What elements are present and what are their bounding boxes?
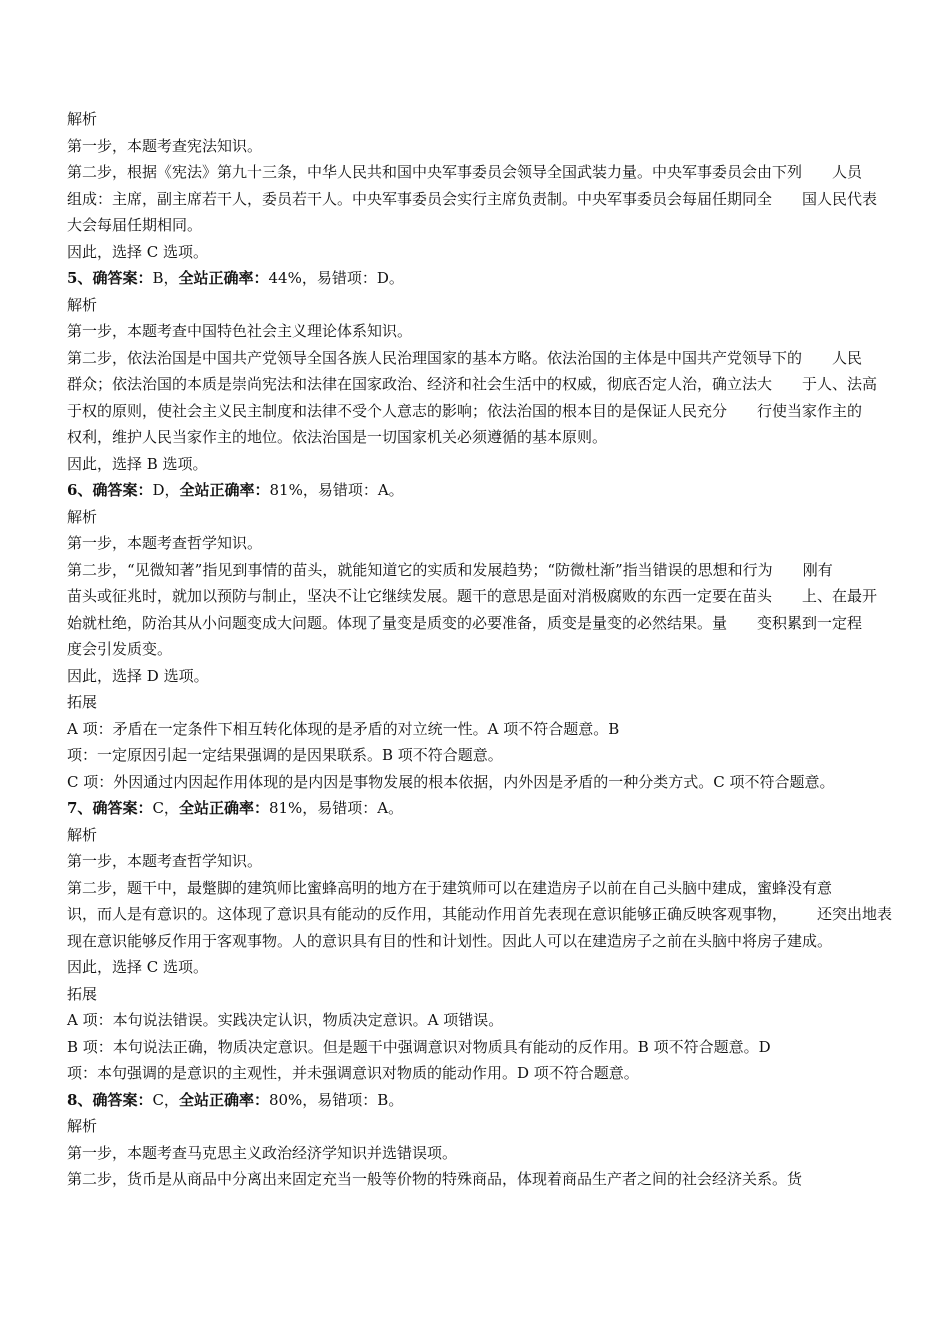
q4-step1: 第一步，本题考查宪法知识。 [67, 136, 263, 155]
q8-analysis-label: 解析 [67, 1117, 98, 1135]
q5-conclusion: 因此，选择 B 选项。 [67, 454, 208, 473]
q4-step2 [67, 159, 887, 239]
q7-conclusion: 因此，选择 C 选项。 [67, 958, 209, 976]
q4-step2-line-1: 第二步，根据《宪法》第九十三条，中华人民共和国中央军事委员会领导全国武装力量。中央军事委员会由下列 人员 [67, 163, 863, 181]
q5-step2-line-4: 权利，维护人民当家作主的地位。依法治国是一切国家机关必须遵循的基本原则。 [67, 428, 608, 446]
q5-step2 [67, 345, 887, 451]
q6-step2 [67, 557, 887, 663]
q6-step2-line-1: 第二步，“见微知著”指见到事情的苗头，就能知道它的实质和发展趋势；“防微杜渐”指当错误的思想和行为 刚有 [67, 560, 833, 579]
q4-step2-line-2: 组成：主席，副主席若干人，委员若干人。中央军事委员会实行主席负责制。中央军事委员会每届任期同全 国人民代表 [67, 189, 878, 208]
q6-step1: 第一步，本题考查哲学知识。 [67, 534, 263, 552]
q6-analysis-label: 解析 [67, 507, 98, 526]
document-page [67, 106, 893, 1193]
q5-step2-line-3: 于权的原则，使社会主义民主制度和法律不受个人意志的影响；依法治国的根本目的是保证人民充分 行使当家作主的 [67, 401, 863, 420]
q4-conclusion: 因此，选择 C 选项。 [67, 242, 209, 261]
q4-analysis-label: 解析 [67, 110, 98, 128]
q7-extension-line-1: A 项：本句说法错误。实践决定认识，物质决定意识。A 项错误。 [67, 1011, 504, 1029]
q7-step2 [67, 875, 893, 955]
q7-answer-line: 7、确答案：C，全站正确率：81%，易错项：A。 [67, 799, 404, 817]
q6-extension-line-1: A 项：矛盾在一定条件下相互转化体现的是矛盾的对立统一性。A 项不符合题意。B [67, 719, 620, 738]
q7-step2-line-3: 现在意识能够反作用于客观事物。人的意识具有目的性和计划性。因此人可以在建造房子之前在头脑中将房子建成。 [67, 931, 833, 950]
q6-answer-line: 6、确答案：D，全站正确率：81%，易错项：A。 [67, 481, 404, 499]
q7-analysis-label: 解析 [67, 825, 98, 844]
q7-step1: 第一步，本题考查哲学知识。 [67, 852, 263, 870]
q7-step2-line-2: 识，而人是有意识的。这体现了意识具有能动的反作用，其能动作用首先表现在意识能够正确反映客观事物， 还突出地表 [67, 905, 893, 923]
q6-step2-line-2: 苗头或征兆时，就加以预防与制止，坚决不让它继续发展。题干的意思是面对消极腐败的东西一定要在苗头 上、在最开 [67, 587, 878, 605]
q6-step2-line-3: 始就杜绝，防治其从小问题变成大问题。体现了量变是质变的必要准备，质变是量变的必然结果。量 变积累到一定程 [67, 613, 863, 632]
q6-extension-line-2: 项：一定原因引起一定结果强调的是因果联系。B 项不符合题意。 [67, 746, 503, 764]
q5-step2-line-2: 群众；依法治国的本质是崇尚宪法和法律在国家政治、经济和社会生活中的权威，彻底否定人治，确立法大 于人、法高 [67, 375, 878, 393]
q5-answer-line: 5、确答案：B，全站正确率：44%，易错项：D。 [67, 269, 404, 287]
q5-analysis-label: 解析 [67, 295, 98, 314]
q7-extension-line-3: 项：本句强调的是意识的主观性，并未强调意识对物质的能动作用。D 项不符合题意。 [67, 1064, 639, 1082]
q7-step2-line-1: 第二步，题干中，最蹩脚的建筑师比蜜蜂高明的地方在于建筑师可以在建造房子以前在自己头脑中建成，蜜蜂没有意 [67, 878, 833, 897]
q6-step2-line-4: 度会引发质变。 [67, 640, 173, 658]
q6-extension-label: 拓展 [67, 693, 98, 711]
q6-conclusion: 因此，选择 D 选项。 [67, 666, 209, 685]
q7-extension-line-2: B 项：本句说法正确，物质决定意识。但是题干中强调意识对物质具有能动的反作用。B 项不符合题意。D [67, 1037, 771, 1056]
q8-step2-line-1: 第二步，货币是从商品中分离出来固定充当一般等价物的特殊商品，体现着商品生产者之间的社会经济关系。货 [67, 1170, 803, 1188]
q4-step2-line-3: 大会每届任期相同。 [67, 216, 203, 234]
q5-step1: 第一步，本题考查中国特色社会主义理论体系知识。 [67, 322, 413, 340]
q7-extension-label: 拓展 [67, 984, 98, 1003]
q5-step2-line-1: 第二步，依法治国是中国共产党领导全国各族人民治理国家的基本方略。依法治国的主体是中国共产党领导下的 人民 [67, 348, 863, 367]
q8-step1: 第一步，本题考查马克思主义政治经济学知识并选错误项。 [67, 1143, 458, 1162]
q6-extension-line-3: C 项：外因通过内因起作用体现的是内因是事物发展的根本依据，内外因是矛盾的一种分类方式。C 项不符合题意。 [67, 772, 835, 791]
q8-answer-line: 8、确答案：C，全站正确率：80%，易错项：B。 [67, 1090, 404, 1109]
